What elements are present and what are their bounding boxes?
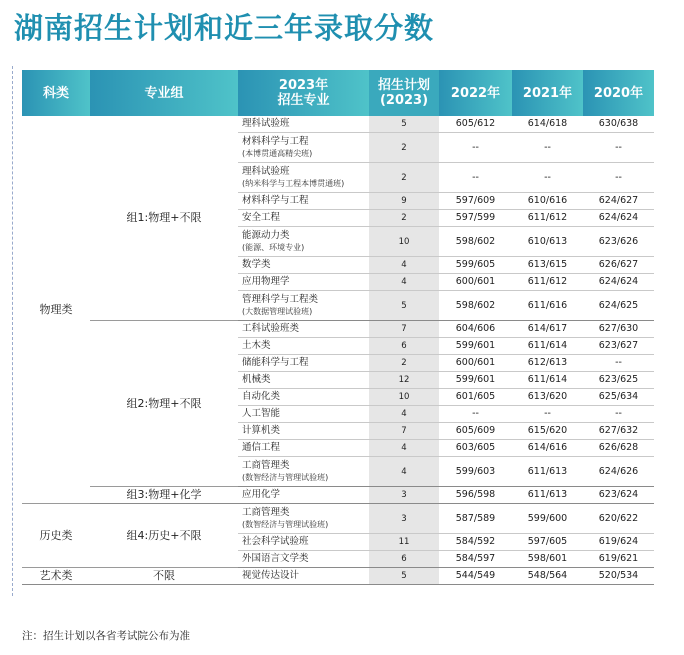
major-cell (238, 163, 369, 193)
major-cell (238, 423, 369, 440)
major-name: 理科试验班 (242, 165, 290, 177)
score-2020-cell: 619/621 (583, 551, 654, 568)
score-2022-cell: 584/592 (439, 534, 512, 551)
header-major-line1: 2023年 (278, 78, 329, 93)
score-2021-cell: 597/605 (512, 534, 583, 551)
major-cell (238, 321, 369, 338)
major-subtitle: (数智经济与管理试验班) (242, 519, 329, 529)
table-row (22, 487, 654, 504)
plan-cell: 10 (369, 227, 439, 257)
score-2021-cell: -- (512, 163, 583, 193)
score-2020-cell: 623/625 (583, 372, 654, 389)
major-name: 材料科学与工程 (242, 135, 309, 147)
admission-table (22, 70, 654, 585)
table-header-row (22, 70, 654, 116)
score-2022-cell: -- (439, 163, 512, 193)
major-cell (238, 389, 369, 406)
score-2021-cell: 598/601 (512, 551, 583, 568)
major-cell (238, 440, 369, 457)
major-cell (238, 291, 369, 321)
score-2022-cell: 600/601 (439, 274, 512, 291)
group-cell: 组4:历史+不限 (90, 504, 238, 568)
plan-cell: 7 (369, 321, 439, 338)
score-2020-cell: -- (583, 133, 654, 163)
group-cell: 组2:物理+不限 (90, 321, 238, 487)
score-2020-cell: 624/627 (583, 193, 654, 210)
score-2022-cell: 599/601 (439, 338, 512, 355)
score-2021-cell: 610/613 (512, 227, 583, 257)
kelei-cell: 物理类 (22, 116, 90, 504)
major-subtitle: (大数据管理试验班) (242, 306, 313, 316)
header-plan-line1: 招生计划 (377, 78, 430, 93)
score-2021-cell: -- (512, 406, 583, 423)
score-2022-cell: 605/612 (439, 116, 512, 133)
score-2020-cell: -- (583, 355, 654, 372)
score-2020-cell: 623/626 (583, 227, 654, 257)
score-2020-cell: 619/624 (583, 534, 654, 551)
score-2021-cell: 610/616 (512, 193, 583, 210)
plan-cell: 4 (369, 457, 439, 487)
major-cell (238, 487, 369, 504)
score-2022-cell: 604/606 (439, 321, 512, 338)
score-2021-cell: 611/612 (512, 274, 583, 291)
major-cell (238, 457, 369, 487)
table-row (22, 116, 654, 133)
major-name: 自动化类 (242, 391, 281, 402)
plan-cell: 6 (369, 551, 439, 568)
major-name: 应用化学 (242, 489, 281, 500)
major-cell (238, 372, 369, 389)
plan-cell: 3 (369, 504, 439, 534)
header-kelei: 科类 (22, 70, 90, 116)
score-2022-cell: 599/605 (439, 257, 512, 274)
major-cell (238, 355, 369, 372)
score-2021-cell: 613/620 (512, 389, 583, 406)
major-cell (238, 257, 369, 274)
score-2022-cell: 584/597 (439, 551, 512, 568)
major-name: 理科试验班 (242, 118, 290, 129)
score-2020-cell: 624/625 (583, 291, 654, 321)
score-2021-cell: 599/600 (512, 504, 583, 534)
score-2022-cell: 598/602 (439, 291, 512, 321)
page-title: 湖南招生计划和近三年录取分数 (14, 11, 435, 45)
major-cell (238, 210, 369, 227)
major-cell (238, 504, 369, 534)
score-2020-cell: 624/626 (583, 457, 654, 487)
plan-cell: 4 (369, 440, 439, 457)
major-cell (238, 227, 369, 257)
plan-cell: 12 (369, 372, 439, 389)
major-cell (238, 338, 369, 355)
major-name: 社会科学试验班 (242, 536, 309, 547)
header-major-line2: 招生专业 (277, 93, 330, 108)
kelei-cell: 艺术类 (22, 568, 90, 585)
group-cell: 组3:物理+化学 (90, 487, 238, 504)
plan-cell: 11 (369, 534, 439, 551)
table-row (22, 568, 654, 585)
score-2021-cell: 611/614 (512, 338, 583, 355)
score-2021-cell: 614/618 (512, 116, 583, 133)
major-name: 土木类 (242, 340, 271, 351)
kelei-cell: 历史类 (22, 504, 90, 568)
plan-cell: 2 (369, 133, 439, 163)
score-2021-cell: 612/613 (512, 355, 583, 372)
score-2022-cell: 599/601 (439, 372, 512, 389)
major-name: 能源动力类 (242, 229, 290, 241)
header-major (238, 70, 369, 116)
major-cell (238, 568, 369, 585)
major-cell (238, 406, 369, 423)
plan-cell: 2 (369, 210, 439, 227)
score-2022-cell: -- (439, 406, 512, 423)
score-2022-cell: 596/598 (439, 487, 512, 504)
dashed-guide-line (12, 66, 13, 596)
plan-cell: 6 (369, 338, 439, 355)
header-2021: 2021年 (512, 70, 583, 116)
plan-cell: 4 (369, 274, 439, 291)
score-2021-cell: 548/564 (512, 568, 583, 585)
score-2022-cell: 601/605 (439, 389, 512, 406)
score-2020-cell: 630/638 (583, 116, 654, 133)
plan-cell: 9 (369, 193, 439, 210)
major-name: 管理科学与工程类 (242, 293, 319, 305)
score-2020-cell: 624/624 (583, 274, 654, 291)
score-2020-cell: 625/634 (583, 389, 654, 406)
major-name: 应用物理学 (242, 276, 290, 287)
plan-cell: 4 (369, 257, 439, 274)
plan-cell: 10 (369, 389, 439, 406)
plan-cell: 5 (369, 568, 439, 585)
score-2021-cell: 611/616 (512, 291, 583, 321)
score-2020-cell: 623/624 (583, 487, 654, 504)
score-2020-cell: 626/628 (583, 440, 654, 457)
score-2021-cell: 614/617 (512, 321, 583, 338)
score-2022-cell: 597/599 (439, 210, 512, 227)
score-2020-cell: 627/632 (583, 423, 654, 440)
score-2022-cell: 598/602 (439, 227, 512, 257)
header-group: 专业组 (90, 70, 238, 116)
score-2021-cell: 611/614 (512, 372, 583, 389)
score-2020-cell: 620/622 (583, 504, 654, 534)
plan-cell: 5 (369, 116, 439, 133)
plan-cell: 2 (369, 355, 439, 372)
score-2022-cell: 605/609 (439, 423, 512, 440)
major-name: 数学类 (242, 259, 271, 270)
score-2020-cell: -- (583, 163, 654, 193)
major-subtitle: (数智经济与管理试验班) (242, 472, 329, 482)
score-2020-cell: 624/624 (583, 210, 654, 227)
header-plan-line2: (2023) (379, 93, 429, 108)
major-name: 储能科学与工程 (242, 357, 309, 368)
header-2022: 2022年 (439, 70, 512, 116)
footnote: 注：招生计划以各省考试院公布为准 (22, 630, 190, 642)
header-2020: 2020年 (583, 70, 654, 116)
major-name: 工商管理类 (242, 459, 290, 471)
plan-cell: 2 (369, 163, 439, 193)
plan-cell: 5 (369, 291, 439, 321)
major-name: 工科试验班类 (242, 323, 300, 334)
group-cell: 组1:物理+不限 (90, 116, 238, 321)
plan-cell: 4 (369, 406, 439, 423)
plan-cell: 7 (369, 423, 439, 440)
score-2021-cell: 611/613 (512, 487, 583, 504)
score-2022-cell: 599/603 (439, 457, 512, 487)
major-name: 材料科学与工程 (242, 195, 309, 206)
score-2022-cell: 544/549 (439, 568, 512, 585)
score-2020-cell: 623/627 (583, 338, 654, 355)
score-2020-cell: 626/627 (583, 257, 654, 274)
table-row (22, 504, 654, 534)
score-2021-cell: 613/615 (512, 257, 583, 274)
score-2022-cell: 600/601 (439, 355, 512, 372)
major-cell (238, 133, 369, 163)
score-2022-cell: 603/605 (439, 440, 512, 457)
score-2021-cell: 615/620 (512, 423, 583, 440)
group-cell: 不限 (90, 568, 238, 585)
header-plan (369, 70, 439, 116)
major-subtitle: (能源、环境专业) (242, 242, 305, 252)
major-name: 计算机类 (242, 425, 281, 436)
major-name: 人工智能 (242, 408, 281, 419)
major-subtitle: (本博贯通高精尖班) (242, 148, 313, 158)
score-2021-cell: 614/616 (512, 440, 583, 457)
score-2020-cell: 627/630 (583, 321, 654, 338)
score-2022-cell: -- (439, 133, 512, 163)
major-cell (238, 193, 369, 210)
major-cell (238, 116, 369, 133)
major-name: 外国语言文学类 (242, 553, 309, 564)
table-body (22, 116, 654, 585)
score-2021-cell: 611/613 (512, 457, 583, 487)
major-name: 安全工程 (242, 212, 281, 223)
table-row (22, 321, 654, 338)
major-subtitle: (纳米科学与工程本博贯通班) (242, 178, 345, 188)
major-name: 通信工程 (242, 442, 281, 453)
major-name: 机械类 (242, 374, 271, 385)
major-cell (238, 274, 369, 291)
score-2020-cell: -- (583, 406, 654, 423)
major-name: 视觉传达设计 (242, 570, 300, 581)
score-2021-cell: -- (512, 133, 583, 163)
score-2021-cell: 611/612 (512, 210, 583, 227)
major-cell (238, 534, 369, 551)
major-name: 工商管理类 (242, 506, 290, 518)
score-2022-cell: 597/609 (439, 193, 512, 210)
major-cell (238, 551, 369, 568)
plan-cell: 3 (369, 487, 439, 504)
score-2022-cell: 587/589 (439, 504, 512, 534)
score-2020-cell: 520/534 (583, 568, 654, 585)
